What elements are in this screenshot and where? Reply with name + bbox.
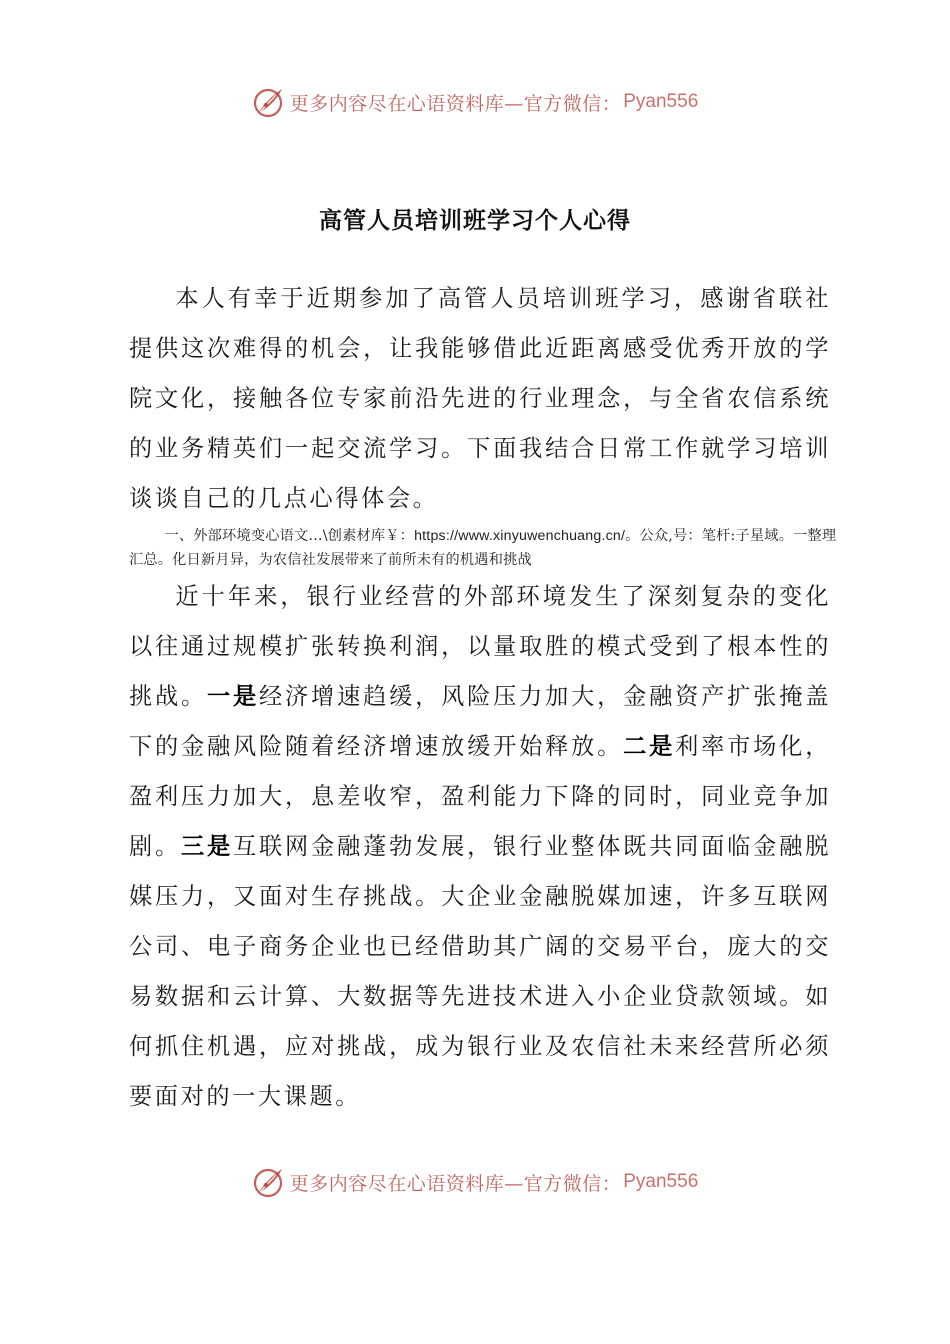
section-heading-prefix: 一、外部环境变心语文…\创素材库￥： (164, 528, 415, 544)
feather-pen-logo-icon (252, 1165, 286, 1199)
watermark-wechat-id: Pyan556 (623, 91, 699, 112)
paragraph-environment-part-b: 经济增速趋缓，风险压力加大，金融资产扩张掩盖下的金融风险随着经济增速放缓开始释放。 (129, 683, 831, 760)
paragraph-environment (129, 572, 831, 1122)
bold-marker-third: 三是 (181, 833, 234, 860)
paragraph-environment-part-c: 利率市场化，盈利压力加大，息差收窄，盈利能力下降的同时，同业竞争加剧。 (129, 733, 831, 860)
source-url-text: https://www.xinyuwenchuang.cn/ (414, 528, 626, 544)
watermark-site-text: 更多内容尽在心语资料库—官方微信： (289, 92, 622, 115)
section-heading-paragraph (129, 524, 839, 572)
paragraph-environment-part-a: 近十年来，银行业经营的外部环境发生了深刻复杂的变化以往通过规模扩张转换利润，以量取胜的模式受到了根本性的挑战。 (129, 583, 831, 710)
header-watermark (0, 82, 950, 122)
watermark-site-text: 更多内容尽在心语资料库—官方微信： (289, 1172, 622, 1195)
feather-pen-logo-icon (252, 85, 286, 119)
bold-marker-first: 一是 (207, 683, 260, 710)
document-title: 高管人员培训班学习个人心得 (319, 207, 631, 234)
footer-watermark (0, 1162, 950, 1202)
paragraph-environment-part-d: 互联网金融蓬勃发展，银行业整体既共同面临金融脱媒压力，又面对生存挑战。大企业金融脱媒加速，许多互联网公司、电子商务企业也已经借助其广阔的交易平台，庞大的交易数据和云计算、大数据等先进技术进入小企业贷款领域。如何抓住机遇，应对挑战，成为银行业及农信社未来经营所必须要面对的一大课题。 (129, 833, 831, 1110)
bold-marker-second: 二是 (623, 733, 676, 760)
section-heading-suffix: 。公众,号：笔杆:子星域。一整理汇总。化日新月异，为农信社发展带来了前所未有的机遇和挑战 (129, 528, 837, 568)
watermark-wechat-id: Pyan556 (623, 1171, 699, 1192)
paragraph-intro: 本人有幸于近期参加了高管人员培训班学习，感谢省联社提供这次难得的机会，让我能够借此近距离感受优秀开放的学院文化，接触各位专家前沿先进的行业理念，与全省农信系统的业务精英们一起交流学习。下面我结合日常工作就学习培训谈谈自己的几点心得体会。 (129, 285, 831, 512)
